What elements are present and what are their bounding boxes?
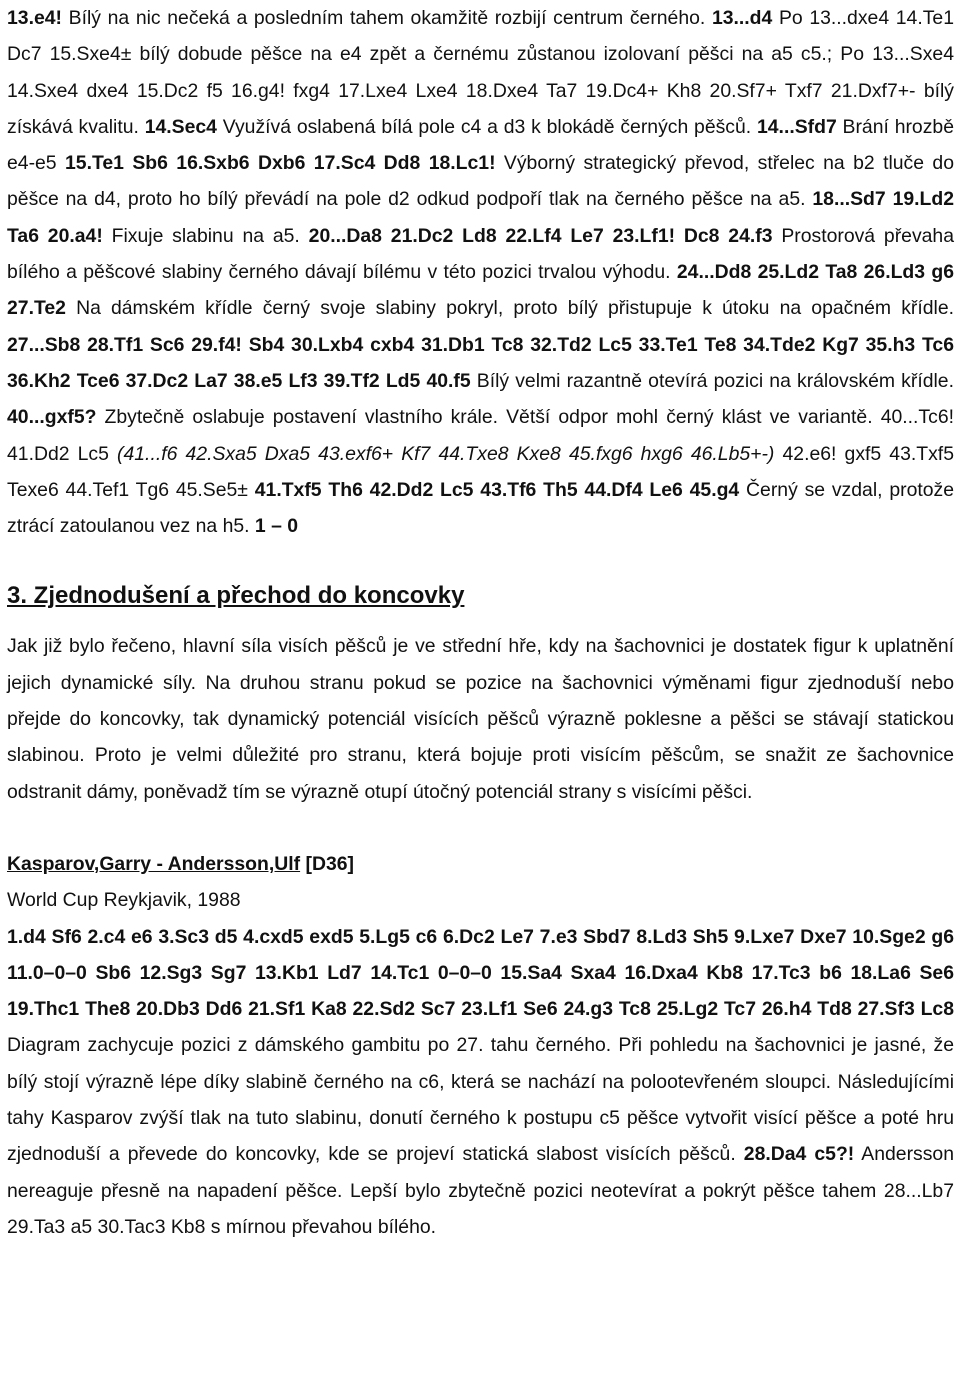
annotation-segment: Bílý velmi razantně otevírá pozici na královském křídle. bbox=[470, 369, 954, 392]
game-moves-segment: 1.d4 Sf6 2.c4 e6 3.Sc3 d5 4.cxd5 exd5 5.Lg5 c6 6.Dc2 Le7 7.e3 Sbd7 8.Ld3 Sh5 9.Lxe7 Dxe7 10.Sge2 g6 11.0–0–0 Sb6 12.Sg3 Sg7 13.Kb1 Ld7 14.Tc1 0–0–0 15.Sa4 Sxa4 16.Dxa4 Kb8 17.Tc3 b6 18.La6 Se6 19.Thc1 The8 20.Db3 Dd6 21.Sf1 Ka8 22.Sd2 Sc7 23.Lf1 Se6 24.g3 Tc8 25.Lg2 Tc7 26.h4 Td8 27.Sf3 Lc8 bbox=[7, 925, 954, 1021]
annotation-segment: 15.Te1 Sb6 16.Sxb6 Dxb6 17.Sc4 Dd8 18.Lc1! bbox=[65, 152, 496, 175]
annotation-segment: Výborný strategický převod, střelec na b2 tluče do pěšce na d4, proto ho bílý převádí na pole d2 odkud podpoří tlak na černého pěšce na a5. bbox=[7, 152, 954, 211]
annotation-segment: Černý se vzdal, protože ztrácí zatoulanou vez na h5. bbox=[7, 478, 954, 538]
section-heading-text: 3. Zjednodušení a přechod do koncovky bbox=[7, 582, 465, 610]
annotation-segment: 13...d4 bbox=[711, 7, 773, 29]
annotation-segment: 18...Sd7 19.Ld2 Ta6 20.a4! bbox=[7, 188, 955, 247]
annotation-segment: Zbytečně oslabuje postavení vlastního krále. Větší odpor mohl černý klást ve variantě. 40...Tc6! 41.Dd2 Lc5 bbox=[7, 406, 954, 465]
game-players: Kasparov,Garry - Andersson,Ulf bbox=[7, 852, 301, 875]
annotation-segment: 40...gxf5? bbox=[7, 406, 97, 429]
annotation-segment: 1 – 0 bbox=[254, 515, 299, 538]
game-moves-segment: Andersson nereaguje přesně na napadení pěšce. Lepší bylo zbytečně pozici neotevírat a pokrýt pěšce tahem 28...Lb7 29.Ta3 a5 30.Tac3 Kb8 s mírnou převahou bílého. bbox=[7, 1143, 954, 1238]
game-header bbox=[7, 846, 954, 882]
annotation-segment: Bílý na nic nečeká a posledním tahem okamžitě rozbijí centrum černého. bbox=[61, 7, 712, 29]
annotation-segment: 13.e4! bbox=[7, 7, 62, 29]
annotation-segment: 41.Txf5 Th6 42.Dd2 Lc5 43.Tf6 Th5 44.Df4 Le6 45.g4 bbox=[254, 478, 740, 501]
annotation-segment: (41...f6 42.Sxa5 Dxa5 43.exf6+ Kf7 44.Txe8 Kxe8 45.fxg6 hxg6 46.Lb5+-) bbox=[117, 442, 775, 465]
game-moves-segment: 28.Da4 c5?! bbox=[743, 1143, 855, 1166]
game-moves-paragraph bbox=[7, 919, 954, 1246]
game-event: World Cup Reykjavik, 1988 bbox=[7, 889, 241, 912]
annotation-segment: 42.e6! gxf5 43.Txf5 Texe6 44.Tef1 Tg6 45.Se5± bbox=[7, 442, 954, 501]
section-intro-paragraph: Jak již bylo řečeno, hlavní síla visích pěšců je ve střední hře, kdy na šachovnici je dostatek figur k uplatnění jejich dynamické síly. Na druhou stranu pokud se pozice na šachovnici výměnami figur zjednoduší nebo přejde do koncovky, tak dynamický potenciál visících pěšců výrazně poklesne a pěšci se stávají statickou slabinou. Proto je velmi důležité pro stranu, která bojuje proti visícím pěšcům, se snažit ze šachovnice odstranit dámy, poněvadž tím se výrazně otupí útočný potenciál strany s visícími pěšci. bbox=[7, 635, 954, 803]
annotation-segment: Využívá oslabená bílá pole c4 a d3 k blokádě černých pěšců. bbox=[216, 115, 757, 138]
annotation-segment: 27...Sb8 28.Tf1 Sc6 29.f4! Sb4 30.Lxb4 cxb4 31.Db1 Tc8 32.Td2 Lc5 33.Te1 Te8 34.Tde2 Kg7 35.h3 Tc6 36.Kh2 Tce6 37.Dc2 La7 38.e5 Lf3 39.Tf2 Ld5 40.f5 bbox=[7, 333, 954, 392]
annotation-segment: Prostorová převaha bílého a pěšcové slabiny černého dávají bílému v této pozici trvalou výhodu. bbox=[7, 224, 954, 284]
game-eco: [D36] bbox=[300, 852, 354, 875]
annotation-segment: 14...Sfd7 bbox=[756, 115, 837, 138]
annotation-segment: Na dámském křídle černý svoje slabiny pokryl, proto bílý přistupuje k útoku na opačném křídle. bbox=[65, 297, 954, 320]
game-annotation-paragraph bbox=[7, 0, 954, 544]
annotation-segment: 14.Sec4 bbox=[144, 115, 217, 138]
game-moves-segment: Diagram zachycuje pozici z dámského gambitu po 27. tahu černého. Při pohledu na šachovnici je jasné, že bílý stojí výrazně lépe díky slabině černého na c6, která se nachází na polootevřeném sloupci. Následujícími tahy Kasparov zvýší tlak na tuto slabinu, donutí černého k postupu c5 pěšce vytvořit visící pěšce a poté hru zjednoduší a převede do koncovky, kde se projeví statická slabost visících pěšců. bbox=[7, 1034, 954, 1166]
annotation-segment: Brání hrozbě e4-e5 bbox=[7, 115, 954, 175]
section-heading bbox=[7, 578, 954, 614]
annotation-segment: 20...Da8 21.Dc2 Ld8 22.Lf4 Le7 23.Lf1! Dc8 24.f3 bbox=[308, 224, 773, 247]
annotation-segment: 24...Dd8 25.Ld2 Ta8 26.Ld3 g6 27.Te2 bbox=[7, 261, 955, 320]
annotation-segment: Po 13...dxe4 14.Te1 Dc7 15.Sxe4± bílý dobude pěšce na e4 zpět a černému zůstanou izolovaní pěšci na a5 c5.; Po 13...Sxe4 14.Sxe4 dxe4 15.Dc2 f5 16.g4! fxg4 17.Lxe4 Lxe4 18.Dxe4 Ta7 19.Dc4+ Kh8 20.Sf7+ Txf7 21.Dxf7+- bílý získává kvalitu. bbox=[7, 7, 954, 138]
annotation-segment: Fixuje slabinu na a5. bbox=[102, 224, 309, 247]
